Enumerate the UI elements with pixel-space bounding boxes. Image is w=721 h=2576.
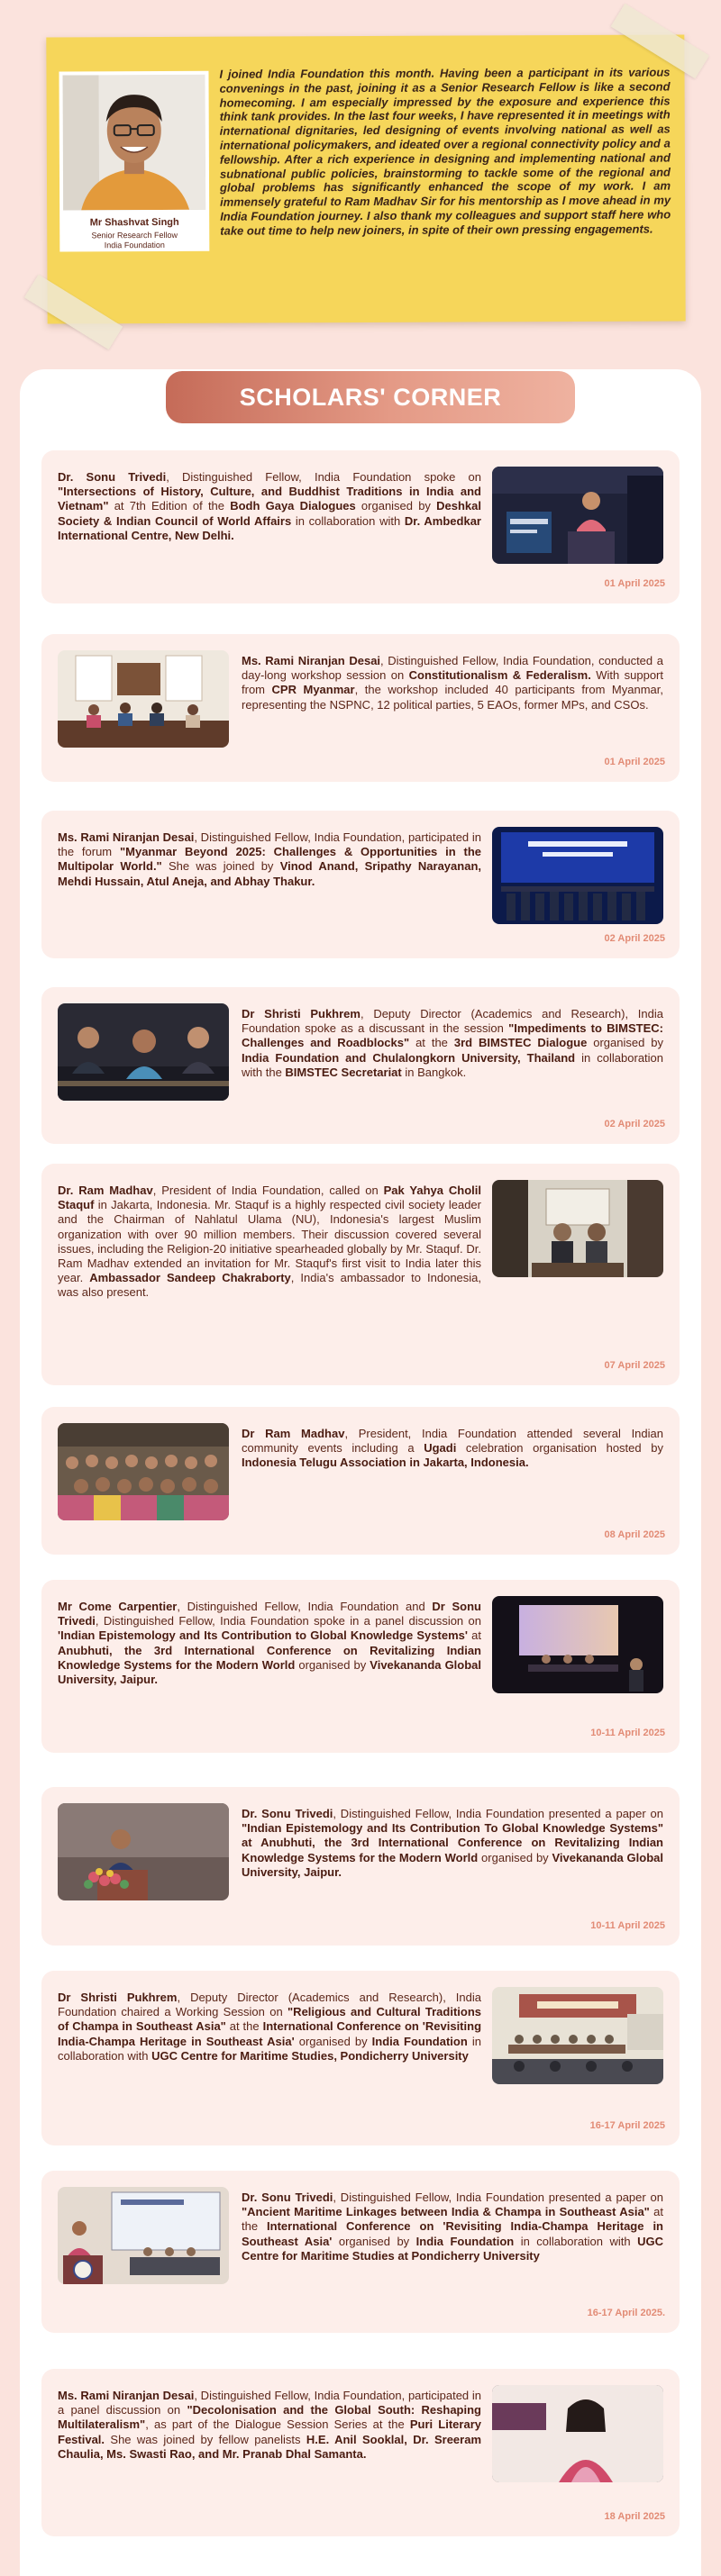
testimonial-role-org: India Foundation [104,240,165,250]
entry-text-run: at the [242,2205,663,2234]
testimonial-name: Mr Shashvat Singh [89,216,179,229]
event-photo [58,1423,229,1520]
entry-bold-run: International Conference on 'Revisiting India-Champa Heritage in Southeast Asia' [58,2019,482,2048]
entry-bold-run: "Intersections of History, Culture, and Buddhist Traditions in India and Vietnam" [58,485,481,513]
portrait-card [59,71,209,252]
news-card [41,2369,680,2536]
entry-date: 02 April 2025 [604,1119,665,1129]
entry-date: 07 April 2025 [604,1360,665,1371]
entry-text-run: organised by [294,2034,372,2048]
entry-bold-run: H.E. Anil Sooklal, Dr. Sreeram Chaulia, Ms. Swasti Rao, and Mr. Pranab Dhal Samanta. [58,2432,481,2461]
testimonial-quote: I joined India Foundation this month. Having been a participant in its various convenings in the past, joining it as a Senior Research Fellow is like a second homecoming. I am especially impressed by the exposure and experience this think tank provides. In the last four weeks, I have represented it in meetings with international dignitaries, led designing of events involving national as well as international policymakers, and ideated over a regional connectivity policy and a fellowship. After a rich experience in designing and implementing national and subnational public policies, brainstorming to tackle some of the regional and global problems has significantly enhanced the scope of my work. I am immensely grateful to Ram Madhav Sir for his mentorship as I move ahead in my India Foundation journey. I also thank my colleagues and support staff here who take out time to help new joiners, in spite of their own pressing engagements. [219,65,671,238]
entry-text-run: , India's ambassador to Indonesia, was also present. [58,1271,482,1300]
entry-text-run: organised by [295,1657,370,1672]
entry-text [58,470,481,543]
entry-text-run: With support from [242,668,663,697]
entry-bold-run: Vinod Anand, Sripathy Narayanan, Mehdi Hussain, Atul Aneja, and Abhay Thakur. [58,859,481,888]
entry-text [58,2389,481,2462]
entry-text-run: in collaboration with [58,2034,481,2063]
entry-bold-run: UGC Centre for Maritime Studies at Pondicherry University [242,2234,663,2263]
entry-bold-run: Vivekananda Global University, Jaipur. [58,1657,482,1687]
entry-text-run: , Distinguished Fellow, India Foundation, conducted a day-long workshop session on [242,654,663,683]
entry-text-run: at the [225,2019,263,2034]
entry-text-run: organised by [332,2234,416,2248]
entry-date: 16-17 April 2025. [587,2308,665,2318]
entry-text-run: , President of India Foundation, called on [152,1184,384,1197]
entry-bold-run: Indonesia Telugu Association in Jakarta, Indonesia. [242,1456,529,1470]
entry-text-run: , the workshop included 40 participants from Myanmar, representing the NSPNC, 12 political parties, 5 EAOs, former MPs, and CSOs. [242,683,664,712]
entry-text [242,1007,663,1080]
entry-bold-run: Anubhuti, the 3rd International Conference on Revitalizing Indian Knowledge Systems for the Modern World [58,1643,481,1672]
section-title: SCHOLARS' CORNER [166,371,575,423]
entry-date: 18 April 2025 [604,2511,665,2522]
entry-text [242,654,663,712]
entry-bold-run: Constitutionalism & Federalism. [408,668,591,683]
entry-text-run: , President, India Foundation attended several Indian community events including a [242,1427,663,1456]
tape-decoration [24,275,123,349]
event-photo [58,1803,229,1900]
entry-bold-run: Ugadi [424,1441,457,1456]
event-photo [492,2385,663,2482]
entry-bold-run: "Myanmar Beyond 2025: Challenges & Opportunities in the Multipolar World." [58,845,481,874]
event-photo [492,1180,663,1277]
entry-text-run: at [467,1628,481,1643]
entry-text-run: , Distinguished Fellow, India Foundation, participated in the forum [58,830,481,859]
entry-bold-run: 3rd BIMSTEC Dialogue [453,1036,588,1050]
event-photo [492,467,663,564]
news-card [41,1971,680,2145]
event-photo [492,1596,663,1693]
entry-bold-run: Vivekananda Global University, Jaipur. [242,1850,664,1879]
entry-text [58,830,481,889]
entry-bold-run: CPR Myanmar [271,683,355,697]
news-card [41,811,680,958]
entry-text-run: , Distinguished Fellow, India Foundation spoke on [166,470,481,484]
entry-bold-run: International Conference on 'Revisiting India-Champa Heritage in Southeast Asia' [242,2219,663,2248]
entry-text-run: in collaboration with [291,513,405,528]
news-card [41,634,680,782]
entry-bold-run: Mr Come Carpentier [58,1600,178,1613]
entry-bold-run: Dr Shristi Pukhrem [242,1007,360,1020]
entry-bold-run: UGC Centre for Maritime Studies, Pondicherry University [151,2048,469,2063]
testimonial-note [46,34,685,323]
entry-text [58,1991,481,2064]
entry-bold-run: Bodh Gaya Dialogues [230,499,356,513]
entry-text-run: , Distinguished Fellow, India Foundation and [177,1600,433,1613]
event-photo [58,2187,229,2284]
entry-bold-run: "Ancient Maritime Linkages between India & Champa in Southeast Asia" [242,2205,650,2219]
testimonial-role [59,231,209,251]
entry-text-run: in collaboration with [514,2234,638,2248]
entry-bold-run: "Decolonisation and the Global South: Reshaping Multilateralism" [58,2403,481,2432]
entry-bold-run: India Foundation and Chulalongkorn University, Thailand [242,1050,576,1065]
entry-text-run: organised by [355,499,437,513]
entry-bold-run: Ms. Rami Niranjan Desai [58,830,195,844]
entry-text-run: at 7th Edition of the [108,499,231,513]
entry-bold-run: Dr. Sonu Trivedi [58,470,167,484]
entry-bold-run: Puri Literary Festival. [58,2417,481,2446]
news-card [41,987,680,1144]
entry-text-run: , Distinguished Fellow, India Foundation presented a paper on [333,2191,663,2204]
entry-text [242,1427,663,1471]
entry-bold-run: "Religious and Cultural Traditions of Champa in Southeast Asia" [58,2005,481,2034]
entry-bold-run: Pak Yahya Cholil Staquf [58,1184,481,1212]
entry-text-run: in collaboration with the [242,1050,664,1079]
entry-text [58,1184,481,1301]
entry-text-run: celebration organisation hosted by [456,1441,663,1456]
entry-bold-run: Dr. Ram Madhav [58,1184,153,1197]
entry-bold-run: India Foundation [371,2034,468,2048]
entry-text-run: , Deputy Director (Academics and Research), India Foundation chaired a Working Session on [58,1991,481,2019]
entry-text-run: , as part of the Dialogue Session Series at the [145,2417,410,2432]
entry-text-run: at the [409,1036,454,1050]
entry-text-run: organised by [478,1850,552,1864]
news-card [41,1164,680,1385]
entry-text-run: , Distinguished Fellow, India Foundation spoke in a panel discussion on [95,1614,481,1628]
entry-date: 08 April 2025 [604,1529,665,1540]
event-photo [492,1987,663,2084]
entry-bold-run: Dr Sonu Trivedi [58,1600,481,1628]
event-photo [58,650,229,748]
entry-text-run: She was joined by [161,859,280,874]
scholars-corner-panel [20,369,701,2576]
entry-bold-run: Dr. Sonu Trivedi [242,1807,333,1820]
entry-text-run: in Jakarta, Indonesia. Mr. Staquf is a highly respected civil society leader and the Chairman of Nahlatul Ulama (NU), Indonesia's largest Muslim organization with over 90 million members. Their discussion covered several issues, including the Religion-20 initiative spearheaded globally by Mr. Staquf. Dr. Ram Madhav extended an invitation for Mr. Staquf's first visit to India later this year. [58,1198,481,1285]
entry-bold-run: 'Indian Epistemology and Its Contribution to Global Knowledge Systems' [58,1628,468,1643]
entry-date: 10-11 April 2025 [590,1920,665,1931]
news-card [41,1580,680,1753]
entry-bold-run: Ms. Rami Niranjan Desai [242,654,381,667]
entry-text [58,1600,481,1687]
entry-bold-run: "Indian Epistemology and Its Contribution To Global Knowledge Systems" at Anubhuti, the 3rd International Conference on Revitalizing Indian Knowledge Systems for the Modern World [242,1821,663,1864]
entry-date: 10-11 April 2025 [590,1728,665,1738]
portrait-photo [62,75,205,211]
entry-bold-run: Dr. Sonu Trivedi [242,2191,333,2204]
news-card [41,1407,680,1555]
entry-text [242,2191,663,2263]
news-card [41,2171,680,2333]
entry-text-run: , Distinguished Fellow, India Foundation, participated in a panel discussion on [58,2389,481,2417]
testimonial-role-title: Senior Research Fellow [91,230,178,240]
entry-bold-run: Dr. Ambedkar International Centre, New Delhi. [58,513,481,542]
news-card [41,1787,680,1946]
entry-bold-run: Ambassador Sandeep Chakraborty [89,1271,291,1285]
entry-bold-run: Deshkal Society & Indian Council of World Affairs [58,499,481,528]
entry-date: 16-17 April 2025 [589,2120,665,2131]
entry-text [242,1807,663,1880]
entry-date: 02 April 2025 [604,933,665,944]
entry-text-run: , Deputy Director (Academics and Research), India Foundation spoke as a discussant in the session [242,1007,663,1036]
entry-text-run: She was joined by fellow panelists [105,2432,306,2446]
entry-bold-run: Dr Shristi Pukhrem [58,1991,178,2004]
entry-text-run: in Bangkok. [401,1065,467,1079]
entry-date: 01 April 2025 [604,757,665,767]
entry-bold-run: India Foundation [415,2234,515,2248]
news-card [41,450,680,603]
entry-bold-run: Ms. Rami Niranjan Desai [58,2389,195,2402]
event-photo [492,827,663,924]
entry-text-run: , Distinguished Fellow, India Foundation presented a paper on [333,1807,663,1820]
entry-text-run: organised by [587,1036,663,1050]
entry-bold-run: "Impediments to BIMSTEC: Challenges and Roadblocks" [242,1021,663,1050]
event-photo [58,1003,229,1101]
entry-bold-run: Dr Ram Madhav [242,1427,345,1440]
entry-bold-run: BIMSTEC Secretariat [285,1065,402,1079]
entry-date: 01 April 2025 [604,578,665,589]
